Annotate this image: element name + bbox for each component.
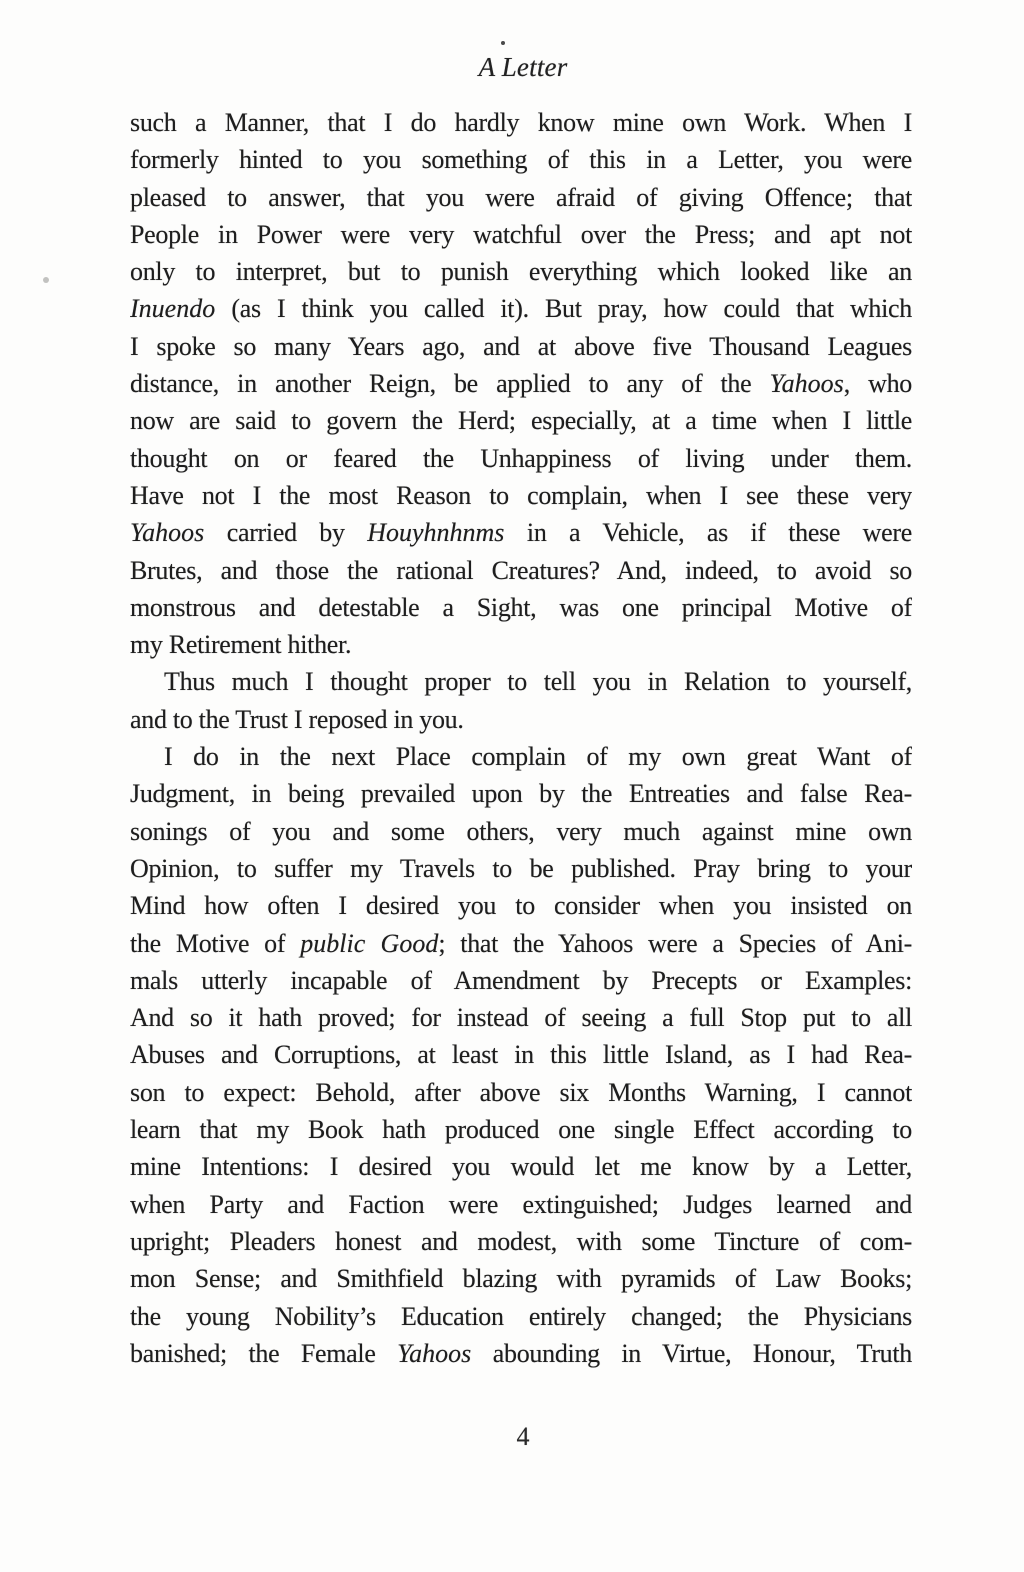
text-line	[130, 1260, 912, 1297]
text-segment: People in Power were very watchful over the Press; and apt not	[130, 219, 912, 249]
text-segment: thought on or feared the Unhappiness of living under them.	[130, 443, 912, 473]
text-segment: mine Intentions: I desired you would let me know by a Letter,	[130, 1152, 912, 1182]
text-line	[130, 1036, 912, 1073]
text-segment: Abuses and Corruptions, at least in this little Island, as I had Rea-	[130, 1040, 912, 1070]
text-line	[130, 1223, 912, 1260]
text-segment: ; that the Yahoos were a Species of Ani-	[438, 928, 912, 958]
text-segment: (as I think you called it). But pray, how could that which	[215, 294, 912, 324]
text-segment: monstrous and detestable a Sight, was one principal Motive of	[130, 592, 912, 622]
text-line	[130, 775, 912, 812]
text-segment: such a Manner, that I do hardly know mine own Work. When I	[130, 108, 912, 137]
text-line	[130, 1074, 912, 1111]
italic-text: Yahoos	[769, 369, 844, 399]
text-segment: Judgment, in being prevailed upon by the Entreaties and false Rea-	[130, 779, 912, 809]
text-line	[130, 1148, 912, 1185]
text-segment: I spoke so many Years ago, and at above five Thousand Leagues	[130, 331, 912, 361]
text-line	[130, 663, 912, 700]
text-segment: Have not I the most Reason to complain, when I see these very	[130, 480, 912, 510]
text-segment: upright; Pleaders honest and modest, with some Tincture of com-	[130, 1226, 912, 1256]
text-segment: in a Vehicle, as if these were	[504, 518, 912, 548]
text-segment: mon Sense; and Smithfield blazing with pyramids of Law Books;	[130, 1264, 912, 1294]
text-segment: banished; the Female	[130, 1338, 398, 1368]
text-line	[130, 701, 912, 738]
text-line	[130, 887, 912, 924]
italic-text: Yahoos	[397, 1338, 472, 1368]
text-segment: Thus much I thought proper to tell you in Relation to yourself,	[164, 667, 912, 697]
text-line	[130, 626, 912, 663]
scan-speck	[501, 41, 505, 45]
scan-speck	[43, 277, 49, 283]
italic-text: Inuendo	[130, 294, 216, 324]
text-line	[130, 477, 912, 514]
text-segment: And so it hath proved; for instead of seeing a full Stop put to all	[130, 1003, 912, 1033]
text-line	[130, 962, 912, 999]
text-segment: my Retirement hither.	[130, 630, 352, 660]
text-line	[130, 253, 912, 290]
text-segment: the young Nobility’s Education entirely changed; the Physicians	[130, 1301, 912, 1331]
text-line	[130, 216, 912, 253]
text-line	[130, 514, 912, 551]
text-line	[130, 440, 912, 477]
text-line	[130, 738, 912, 775]
text-line	[130, 589, 912, 626]
text-line	[130, 179, 912, 216]
text-segment: only to interpret, but to punish everything which looked like an	[130, 257, 912, 287]
text-line	[130, 104, 912, 141]
text-line	[130, 1298, 912, 1335]
text-line	[130, 552, 912, 589]
text-segment: sonings of you and some others, very much against mine own	[130, 816, 912, 846]
text-line	[130, 925, 912, 962]
italic-text: Houyhnhnms	[367, 518, 505, 548]
text-segment: the Motive of	[130, 928, 301, 958]
text-line	[130, 999, 912, 1036]
text-segment: learn that my Book hath produced one single Effect according to	[130, 1115, 912, 1145]
text-segment: Mind how often I desired you to consider when you insisted on	[130, 891, 912, 921]
text-line	[130, 1186, 912, 1223]
text-line	[130, 402, 912, 439]
text-segment: abounding in Virtue, Honour, Truth	[471, 1338, 912, 1368]
text-segment: pleased to answer, that you were afraid of giving Offence; that	[130, 182, 912, 212]
text-line	[130, 813, 912, 850]
text-line	[130, 850, 912, 887]
text-segment: Opinion, to suffer my Travels to be published. Pray bring to your	[130, 853, 912, 883]
running-header: A Letter	[478, 52, 568, 82]
text-segment: and to the Trust I reposed in you.	[130, 704, 464, 734]
text-line	[130, 1111, 912, 1148]
text-line	[130, 290, 912, 327]
text-segment: Brutes, and those the rational Creatures? And, indeed, to avoid so	[130, 555, 912, 585]
text-line	[130, 365, 912, 402]
text-line	[130, 1335, 912, 1372]
text-segment: when Party and Faction were extinguished; Judges learned and	[130, 1189, 912, 1219]
text-segment: now are said to govern the Herd; especially, at a time when I little	[130, 406, 912, 436]
text-segment: , who	[843, 369, 912, 399]
text-segment: mals utterly incapable of Amendment by Precepts or Examples:	[130, 965, 912, 995]
page-number: 4	[516, 1422, 530, 1451]
text-segment: carried by	[204, 518, 368, 548]
italic-text: Yahoos	[130, 518, 205, 548]
text-segment: formerly hinted to you something of this in a Letter, you were	[130, 145, 912, 175]
text-line	[130, 328, 912, 365]
body-text	[130, 104, 912, 1372]
text-segment: son to expect: Behold, after above six Months Warning, I cannot	[130, 1077, 912, 1107]
text-segment: distance, in another Reign, be applied to any of the	[130, 369, 770, 399]
italic-text: public Good	[300, 928, 439, 958]
text-line	[130, 141, 912, 178]
text-segment: I do in the next Place complain of my own great Want of	[164, 742, 912, 772]
